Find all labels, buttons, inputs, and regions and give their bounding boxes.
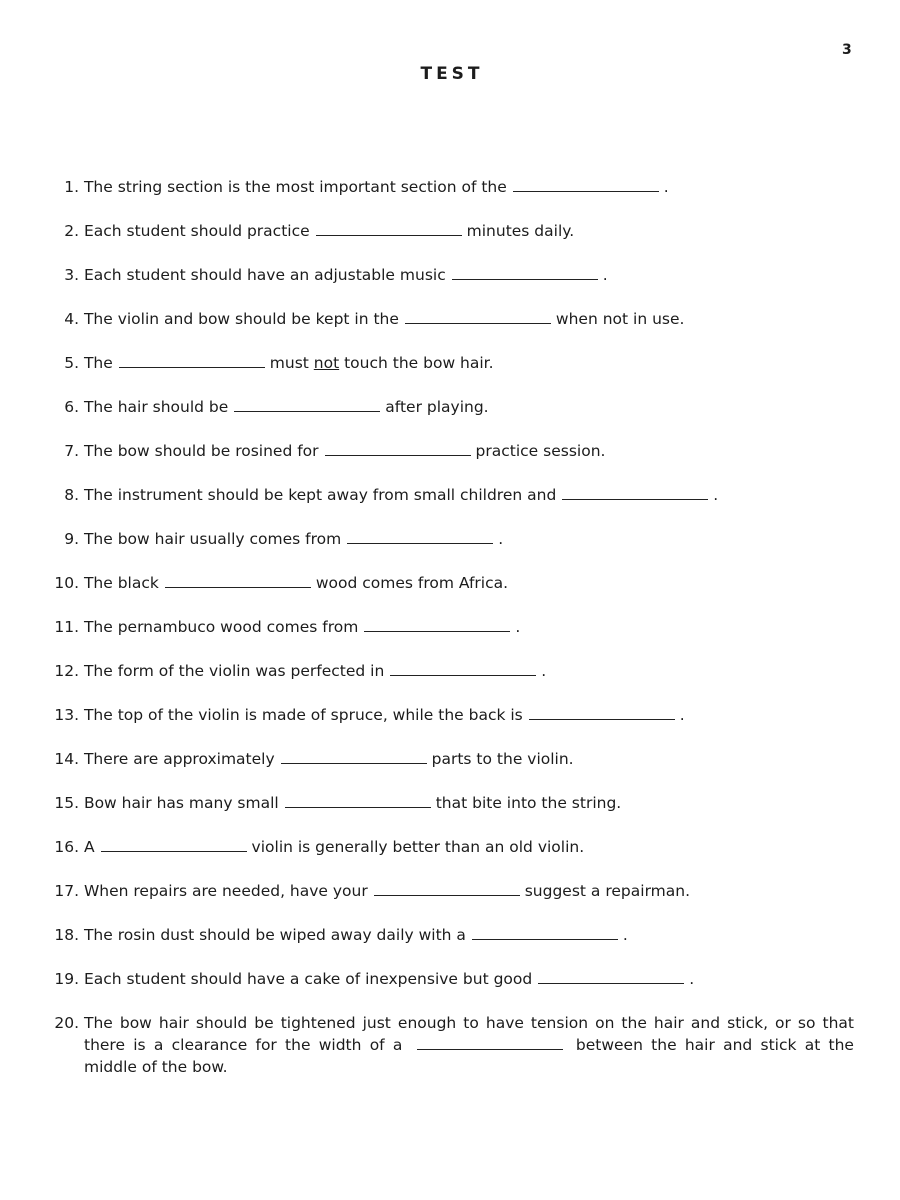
question-text-after: parts to the violin.	[431, 750, 574, 768]
question-17	[38, 880, 868, 924]
question-text-line-2	[84, 1034, 854, 1056]
question-19	[38, 968, 868, 1012]
question-text: The form of the violin was perfected in	[83, 662, 385, 680]
answer-blank[interactable]	[374, 881, 520, 896]
question-text-after-2: touch the bow hair.	[344, 354, 494, 372]
question-text: The top of the violin is made of spruce, while the back is	[83, 706, 523, 724]
question-14	[38, 748, 868, 792]
question-11	[38, 616, 868, 660]
page-title: TEST	[420, 64, 484, 84]
answer-blank[interactable]	[347, 529, 493, 544]
answer-blank[interactable]	[281, 749, 427, 764]
question-text: The rosin dust should be wiped away daily with a	[83, 926, 466, 944]
question-text: The string section is the most important section of the	[83, 178, 507, 196]
question-8	[38, 484, 868, 528]
question-number: 17.	[54, 882, 79, 900]
question-number: 10.	[54, 574, 79, 592]
question-13	[38, 704, 868, 748]
question-16	[38, 836, 868, 880]
answer-blank[interactable]	[405, 309, 551, 324]
question-number: 2.	[64, 222, 79, 240]
question-text: Each student should have an adjustable music	[83, 266, 446, 284]
question-number: 19.	[54, 970, 79, 988]
question-5	[38, 352, 868, 396]
answer-blank[interactable]	[325, 441, 471, 456]
answer-blank[interactable]	[417, 1035, 563, 1050]
question-number: 4.	[64, 310, 79, 328]
question-text: The bow should be rosined for	[83, 442, 319, 460]
question-text: A	[83, 838, 95, 856]
question-number: 9.	[64, 530, 79, 548]
question-1	[38, 176, 868, 220]
question-text: Each student should practice	[83, 222, 310, 240]
question-number: 20.	[54, 1014, 79, 1032]
page-number: 3	[842, 42, 852, 58]
question-text: When repairs are needed, have your	[83, 882, 368, 900]
question-text-after: between the hair and stick at the	[575, 1036, 854, 1054]
answer-blank[interactable]	[234, 397, 380, 412]
question-text-after: must	[269, 354, 309, 372]
answer-blank[interactable]	[364, 617, 510, 632]
question-number: 14.	[54, 750, 79, 768]
question-text-after: minutes daily.	[466, 222, 575, 240]
question-number: 11.	[54, 618, 79, 636]
question-18	[38, 924, 868, 968]
answer-blank[interactable]	[119, 353, 265, 368]
question-number: 8.	[64, 486, 79, 504]
question-text: The pernambuco wood comes from	[83, 618, 359, 636]
question-text-after: .	[602, 266, 608, 284]
question-list	[38, 176, 868, 1078]
question-text-after: .	[498, 530, 504, 548]
question-text-after: .	[689, 970, 695, 988]
answer-blank[interactable]	[472, 925, 618, 940]
question-number: 13.	[54, 706, 79, 724]
answer-blank[interactable]	[562, 485, 708, 500]
question-text: The instrument should be kept away from small children and	[83, 486, 557, 504]
question-number: 3.	[64, 266, 79, 284]
answer-blank[interactable]	[285, 793, 431, 808]
question-9	[38, 528, 868, 572]
question-number: 7.	[64, 442, 79, 460]
question-number: 18.	[54, 926, 79, 944]
question-text-after: practice session.	[475, 442, 606, 460]
question-2	[38, 220, 868, 264]
question-text-after: when not in use.	[555, 310, 685, 328]
question-15	[38, 792, 868, 836]
answer-blank[interactable]	[101, 837, 247, 852]
question-text-after: suggest a repairman.	[524, 882, 691, 900]
question-text-line-3: middle of the bow.	[84, 1058, 228, 1076]
question-20	[38, 1012, 868, 1078]
question-text-after: .	[713, 486, 719, 504]
question-text-after: after playing.	[385, 398, 489, 416]
question-text-after: that bite into the string.	[435, 794, 622, 812]
answer-blank[interactable]	[452, 265, 598, 280]
question-text: there is a clearance for the width of a	[84, 1036, 403, 1054]
question-text-after: .	[541, 662, 547, 680]
question-number: 5.	[64, 354, 79, 372]
question-text-after: .	[679, 706, 685, 724]
question-number: 12.	[54, 662, 79, 680]
question-number: 16.	[54, 838, 79, 856]
question-7	[38, 440, 868, 484]
question-text-line-1: The bow hair should be tightened just enough to have tension on the hair and stick, or so that	[84, 1014, 854, 1032]
question-number: 15.	[54, 794, 79, 812]
question-text: There are approximately	[83, 750, 275, 768]
answer-blank[interactable]	[538, 969, 684, 984]
question-text: The black	[83, 574, 159, 592]
question-number: 1.	[64, 178, 79, 196]
question-number: 6.	[64, 398, 79, 416]
question-text: The	[83, 354, 113, 372]
question-text-after: violin is generally better than an old violin.	[251, 838, 585, 856]
question-text-after: .	[515, 618, 521, 636]
underlined-word: not	[313, 354, 340, 372]
question-text: Each student should have a cake of inexpensive but good	[83, 970, 533, 988]
question-text: Bow hair has many small	[83, 794, 279, 812]
question-4	[38, 308, 868, 352]
question-3	[38, 264, 868, 308]
question-text-after: wood comes from Africa.	[315, 574, 509, 592]
question-10	[38, 572, 868, 616]
question-6	[38, 396, 868, 440]
answer-blank[interactable]	[390, 661, 536, 676]
question-text-after: .	[622, 926, 628, 944]
answer-blank[interactable]	[529, 705, 675, 720]
question-text-after: .	[663, 178, 669, 196]
question-12	[38, 660, 868, 704]
answer-blank[interactable]	[316, 221, 462, 236]
answer-blank[interactable]	[165, 573, 311, 588]
answer-blank[interactable]	[513, 177, 659, 192]
question-text: The bow hair usually comes from	[83, 530, 342, 548]
question-text: The hair should be	[83, 398, 229, 416]
question-text: The violin and bow should be kept in the	[83, 310, 399, 328]
